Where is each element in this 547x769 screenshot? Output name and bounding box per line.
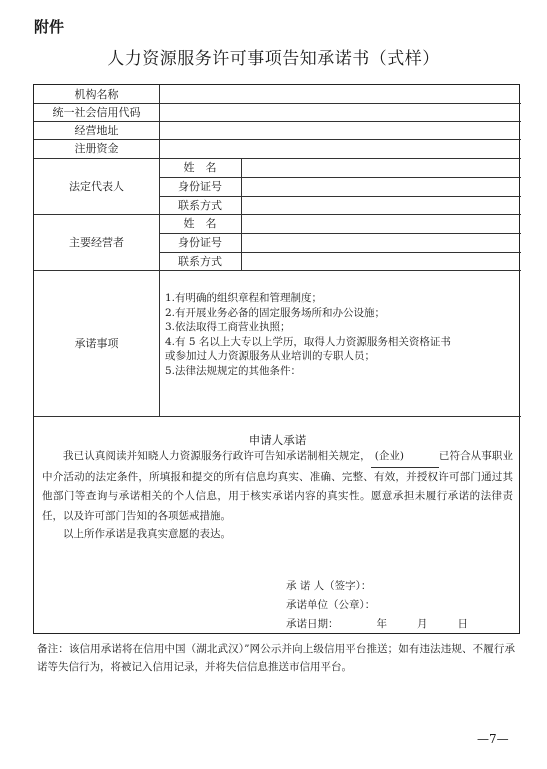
commitment-item: 2.有开展业务必备的固定服务场所和办公设施； <box>165 306 386 319</box>
date-label: 承诺日期： <box>286 618 339 630</box>
commitment-item: 4.有 5 名以上大专以上学历，取得人力资源服务相关资格证书 <box>165 335 451 348</box>
operator-id-label: 身份证号 <box>178 236 222 249</box>
legal-rep-name-label: 姓 名 <box>183 161 217 174</box>
legal-rep-contact-label: 联系方式 <box>178 198 222 212</box>
column-divider <box>241 158 242 270</box>
operator-contact-label: 联系方式 <box>178 254 222 268</box>
operator-name-label: 姓 名 <box>183 217 217 230</box>
attachment-label: 附件 <box>34 18 65 36</box>
legal-rep-label: 法定代表人 <box>69 179 124 193</box>
commitment-items-list <box>165 291 451 378</box>
business-address-label: 经营地址 <box>74 123 119 137</box>
page-number: —7— <box>477 732 509 746</box>
signer-label: 承 诺 人（签字）： <box>286 580 372 592</box>
commitment-item: 5.法律法规规定的其他条件： <box>165 364 302 377</box>
org-name-label: 机构名称 <box>74 87 119 101</box>
date-line <box>286 616 468 631</box>
legal-rep-id-label: 身份证号 <box>178 180 222 193</box>
month-label: 月 <box>417 618 428 630</box>
commitment-item: 3.依法取得工商营业执照； <box>165 321 291 333</box>
remarks-note: 备注：该信用承诺将在信用中国（湖北武汉）”网公示并向上级信用平台推送；如有违法违规、不履行承诺等失信行为，将被记入信用记录，并将失信信息推送市信用平台。 <box>37 643 515 673</box>
row-divider <box>34 416 521 417</box>
commitment-item: 或参加过人力资源服务从业培训的专职人员； <box>165 350 375 362</box>
main-operator-label: 主要经营者 <box>69 235 124 249</box>
document-title: 人力资源服务许可事项告知承诺书（式样） <box>107 49 440 69</box>
unit-seal-label: 承诺单位（公章）： <box>286 599 376 611</box>
pledge-text-start: 我已认真阅读并知晓人力资源服务行政许可告知承诺制相关规定， <box>63 450 371 462</box>
year-label: 年 <box>376 618 387 630</box>
pledge-title: 申请人承诺 <box>248 433 307 447</box>
pledge-paragraph <box>42 447 513 526</box>
company-blank: (企业) <box>371 447 439 468</box>
commitment-items-label: 承诺事项 <box>74 336 119 350</box>
registered-capital-label: 注册资金 <box>74 142 119 155</box>
commitment-form <box>33 84 520 634</box>
credit-code-label: 统一社会信用代码 <box>52 105 141 119</box>
pledge-statement: 以上所作承诺是我真实意愿的表达。 <box>63 528 231 540</box>
pledge-text-rest: 已符合从事职业中介活动的法定条件，所填报和提交的所有信息均真实、准确、完整、有效，并授权许可部门通过其他部门等查询与承诺相关的个人信息，用于核实承诺内容的真实性。愿意承担未履行承诺的法律责任，以及许可部门告知的各项惩戒措施。 <box>42 450 514 522</box>
day-label: 日 <box>457 618 468 630</box>
commitment-item: 1.有明确的组织章程和管理制度； <box>165 292 323 304</box>
